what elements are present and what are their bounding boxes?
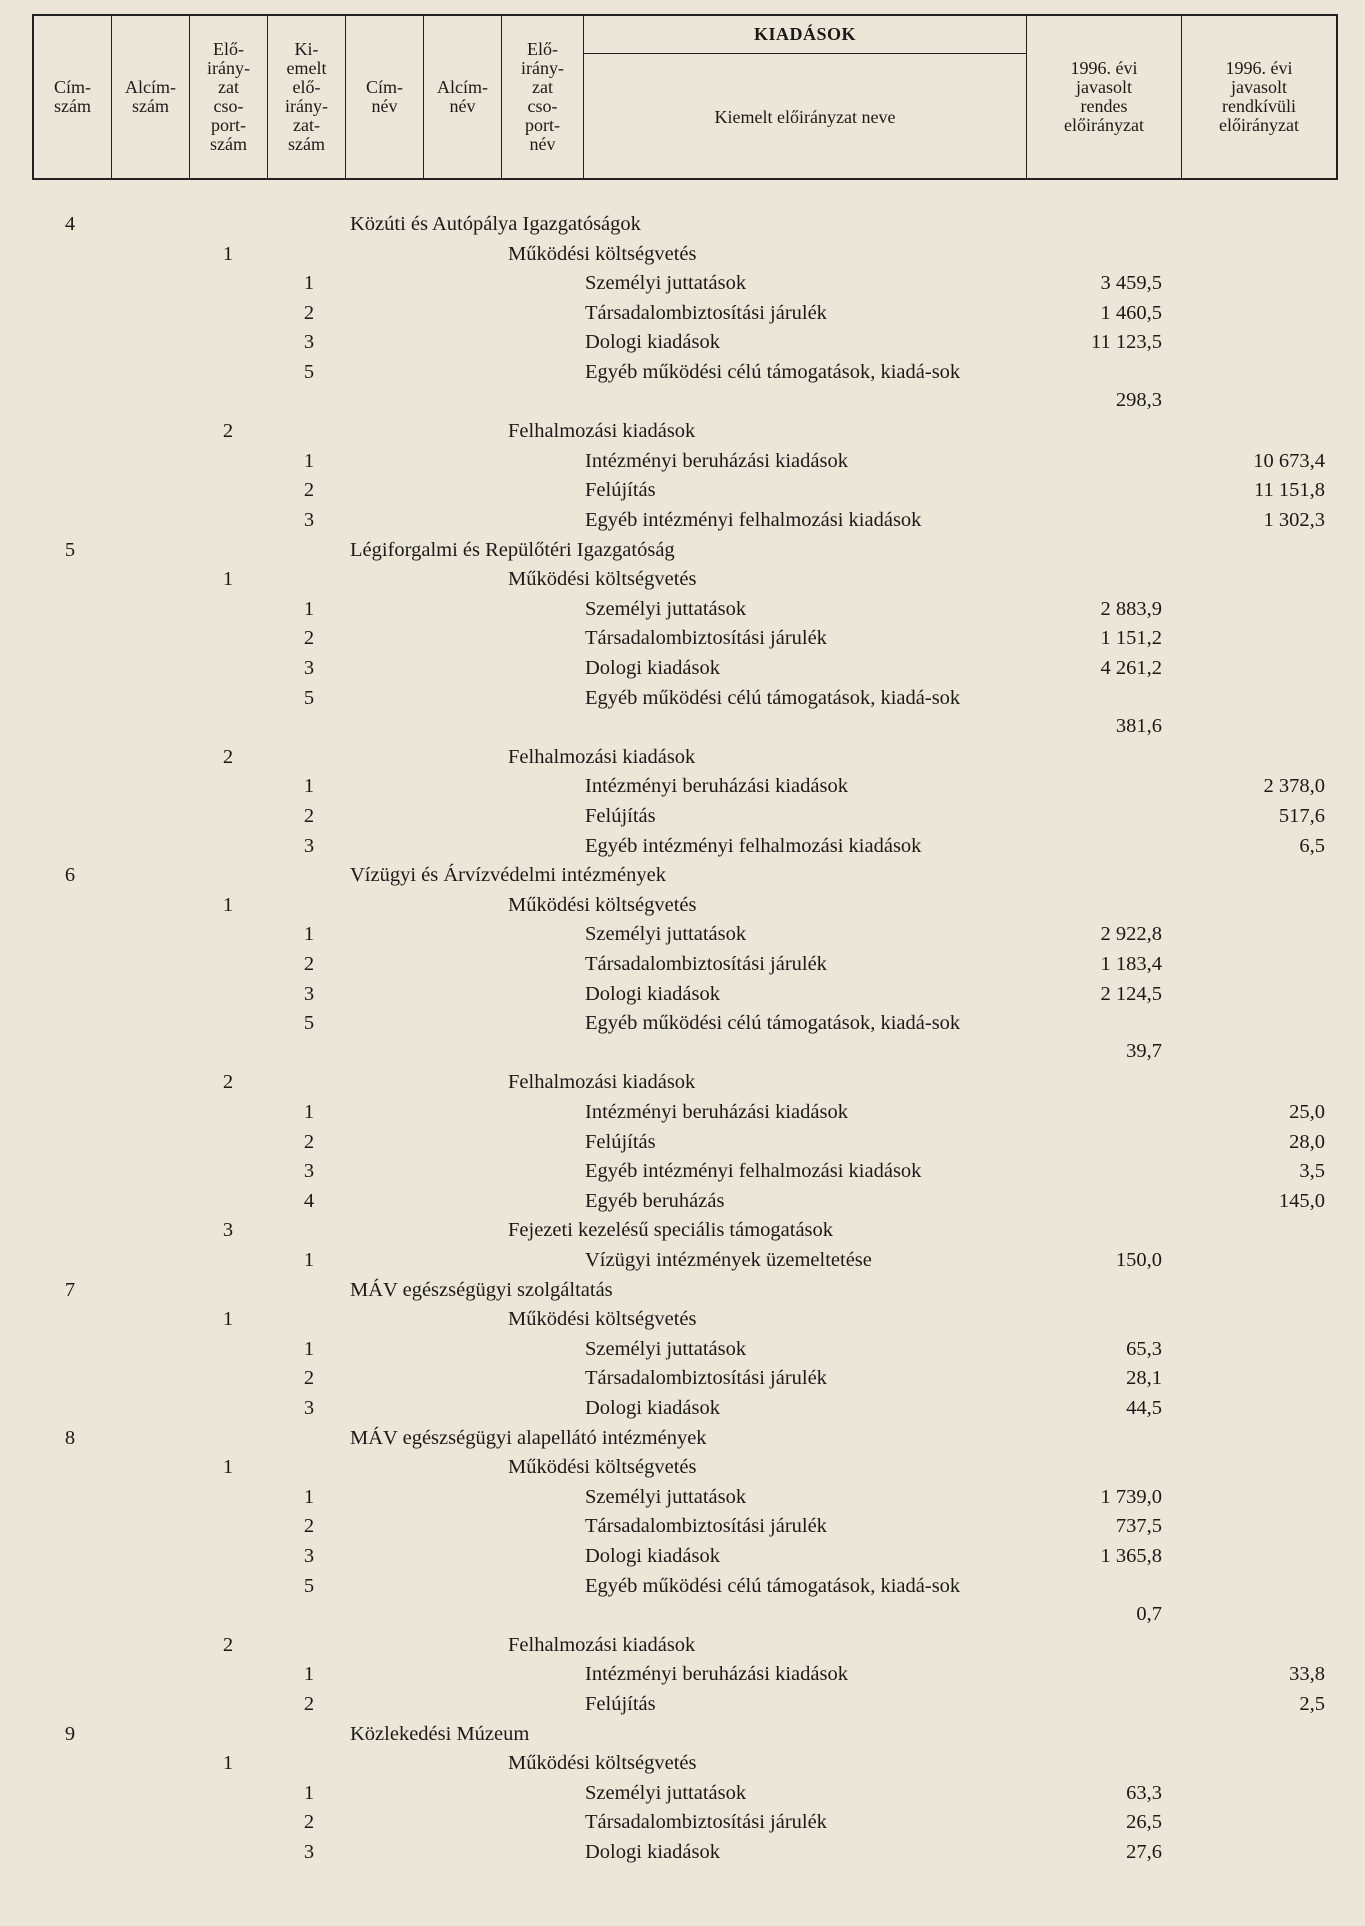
rendes-value: 1 365,8 — [1100, 1545, 1162, 1567]
rendkivuli-value: 517,6 — [1278, 805, 1325, 827]
header-line: zat- — [293, 115, 320, 135]
header-rendes-eloiranyzat — [1026, 16, 1182, 178]
row-number: 3 — [303, 1841, 315, 1863]
header-line: elő- — [292, 77, 321, 97]
row-name: Társadalombiztosítási járulék — [585, 1811, 827, 1834]
rendes-value: 27,6 — [1126, 1841, 1162, 1863]
rendkivuli-value: 1 302,3 — [1263, 509, 1325, 531]
rendkivuli-value: 10 673,4 — [1253, 449, 1325, 472]
row-name: Személyi juttatások — [585, 272, 747, 295]
row-number: 1 — [222, 568, 234, 591]
rendes-value: 44,5 — [1126, 1397, 1162, 1419]
rendes-value: 0,7 — [1136, 1602, 1162, 1625]
row-number: 3 — [303, 657, 315, 679]
row-number: 2 — [303, 627, 315, 650]
header-eloiranyzat-csoportnev — [502, 16, 584, 178]
row-name: Egyéb beruházás — [585, 1189, 725, 1212]
header-line: 1996. évi — [1225, 58, 1293, 78]
row-number: 5 — [303, 1012, 315, 1035]
row-name: Felújítás — [585, 1130, 656, 1153]
row-number: 8 — [64, 1426, 76, 1449]
row-name: Egyéb működési célú támogatások, kiadá-sok — [585, 1012, 961, 1035]
row-number: 1 — [222, 1456, 234, 1479]
rendes-value: 28,1 — [1126, 1367, 1162, 1390]
header-line: név — [529, 134, 556, 154]
row-name: Fejezeti kezelésű speciális támogatások — [508, 1219, 834, 1242]
rendes-value: 737,5 — [1115, 1515, 1162, 1538]
row-number: 2 — [303, 1515, 315, 1538]
row-name: Személyi juttatások — [585, 1337, 747, 1360]
row-number: 1 — [303, 1101, 315, 1123]
rendkivuli-value: 33,8 — [1289, 1663, 1325, 1686]
row-name: Működési költségvetés — [508, 893, 697, 916]
row-number: 3 — [303, 834, 315, 857]
row-number: 2 — [222, 420, 234, 443]
header-line: irány- — [207, 58, 250, 78]
row-number: 1 — [303, 449, 315, 472]
row-name: Működési költségvetés — [508, 1308, 697, 1331]
header-alcimnev — [424, 16, 502, 178]
row-number: 1 — [303, 775, 315, 798]
row-name: Felújítás — [585, 1693, 656, 1715]
rendes-value: 2 124,5 — [1100, 982, 1162, 1005]
row-name: Intézményi beruházási kiadások — [585, 449, 848, 472]
row-number: 4 — [64, 213, 76, 235]
row-name: Közlekedési Múzeum — [350, 1722, 530, 1745]
header-line: zat — [218, 77, 239, 97]
rendes-value: 1 460,5 — [1100, 301, 1162, 324]
row-name: Működési költségvetés — [508, 1752, 697, 1775]
row-name: Dologi kiadások — [585, 657, 720, 679]
row-name: Felhalmozási kiadások — [508, 1071, 696, 1094]
rendes-value: 1 151,2 — [1100, 627, 1162, 650]
header-line: szám — [132, 96, 169, 116]
row-number: 2 — [303, 301, 315, 324]
header-line: szám — [210, 134, 247, 154]
header-line: rendkívüli — [1222, 96, 1296, 116]
rendes-value: 11 123,5 — [1091, 331, 1162, 354]
rendes-value: 63,3 — [1126, 1781, 1162, 1804]
row-number: 3 — [303, 509, 315, 531]
rendkivuli-value: 25,0 — [1289, 1101, 1325, 1123]
rendkivuli-value: 145,0 — [1278, 1189, 1325, 1212]
header-line: Cím- — [365, 77, 403, 97]
rendkivuli-value: 6,5 — [1299, 834, 1325, 857]
header-line: Elő- — [527, 39, 558, 59]
row-name: Vízügyi és Árvízvédelmi intézmények — [350, 864, 666, 887]
row-name: Felhalmozási kiadások — [508, 420, 696, 443]
header-cimnev — [346, 16, 424, 178]
row-number: 1 — [303, 1249, 315, 1271]
row-number: 3 — [303, 331, 315, 354]
row-name: MÁV egészségügyi szolgáltatás — [350, 1278, 613, 1301]
rendkivuli-value: 28,0 — [1289, 1130, 1325, 1153]
row-name: Társadalombiztosítási járulék — [585, 627, 827, 650]
header-line: 1996. évi — [1070, 58, 1138, 78]
row-number: 1 — [303, 1781, 315, 1804]
header-line: irány- — [521, 58, 564, 78]
row-number: 5 — [303, 686, 315, 709]
rendes-value: 1 739,0 — [1100, 1485, 1162, 1508]
rendkivuli-value: 11 151,8 — [1254, 479, 1325, 502]
header-line: rendes — [1080, 96, 1128, 116]
row-number: 2 — [222, 1071, 234, 1094]
row-number: 3 — [303, 982, 315, 1005]
rendkivuli-value: 2,5 — [1299, 1693, 1325, 1715]
row-name: Felújítás — [585, 479, 656, 502]
row-number: 2 — [303, 1811, 315, 1834]
row-number: 3 — [222, 1219, 234, 1242]
row-name: Intézményi beruházási kiadások — [585, 1663, 848, 1686]
header-line: előirányzat — [1219, 115, 1299, 135]
row-name: Dologi kiadások — [585, 331, 720, 354]
row-name: Felhalmozási kiadások — [508, 745, 696, 768]
rendes-value: 65,3 — [1126, 1337, 1162, 1360]
header-line: Cím- — [53, 77, 91, 97]
row-name: Közúti és Autópálya Igazgatóságok — [350, 213, 641, 235]
row-name: Működési költségvetés — [508, 1456, 697, 1479]
rendes-value: 381,6 — [1115, 714, 1162, 737]
header-line: port- — [525, 115, 560, 135]
header-line: cso- — [213, 96, 244, 116]
row-name: Társadalombiztosítási járulék — [585, 953, 827, 975]
row-name: Felhalmozási kiadások — [508, 1633, 696, 1656]
row-number: 1 — [222, 1308, 234, 1331]
header-line: Elő- — [213, 39, 244, 59]
rendes-value: 39,7 — [1126, 1040, 1162, 1063]
row-number: 4 — [303, 1189, 315, 1212]
header-line: emelt — [286, 58, 327, 78]
row-name: Személyi juttatások — [585, 923, 747, 946]
row-number: 2 — [303, 1367, 315, 1390]
header-line: szám — [54, 96, 91, 116]
header-line: szám — [288, 134, 325, 154]
row-number: 2 — [222, 1633, 234, 1656]
row-name: Dologi kiadások — [585, 1397, 720, 1419]
row-number: 1 — [303, 1485, 315, 1508]
row-number: 2 — [303, 479, 315, 502]
header-line: zat — [532, 77, 553, 97]
row-number: 5 — [303, 361, 315, 383]
row-name: MÁV egészségügyi alapellátó intézmények — [350, 1426, 707, 1449]
row-number: 2 — [303, 1693, 315, 1715]
header-kiemelt-eloiranyzat-neve: Kiemelt előirányzat neve — [714, 106, 896, 127]
row-number: 5 — [303, 1574, 315, 1597]
row-number: 1 — [222, 1752, 234, 1775]
rendkivuli-value: 3,5 — [1299, 1160, 1325, 1183]
header-line: név — [449, 96, 476, 116]
row-number: 3 — [303, 1397, 315, 1419]
row-name: Személyi juttatások — [585, 1781, 747, 1804]
row-name: Működési költségvetés — [508, 568, 697, 591]
row-number: 7 — [64, 1278, 76, 1301]
row-name: Egyéb működési célú támogatások, kiadá-sok — [585, 1574, 961, 1597]
row-name: Működési költségvetés — [508, 242, 697, 265]
header-kiemelt-eloiranyzat-szam — [268, 16, 346, 178]
header-line: Alcím- — [125, 77, 176, 97]
row-name: Intézményi beruházási kiadások — [585, 1101, 848, 1123]
row-number: 3 — [303, 1545, 315, 1567]
rendes-value: 3 459,5 — [1100, 272, 1162, 295]
row-number: 6 — [64, 864, 76, 887]
header-line: név — [371, 96, 398, 116]
row-number: 9 — [64, 1722, 76, 1745]
row-name: Társadalombiztosítási járulék — [585, 1367, 827, 1390]
row-name: Felújítás — [585, 805, 656, 827]
row-name: Személyi juttatások — [585, 597, 747, 620]
header-cimszam — [34, 16, 112, 178]
header-rendkivuli-eloiranyzat — [1182, 16, 1336, 178]
row-number: 2 — [222, 745, 234, 768]
row-name: Dologi kiadások — [585, 982, 720, 1005]
header-line: port- — [211, 115, 246, 135]
header-line: Alcím- — [437, 77, 488, 97]
rendes-value: 2 883,9 — [1100, 597, 1162, 620]
row-name: Vízügyi intézmények üzemeltetése — [585, 1249, 872, 1271]
rendes-value: 26,5 — [1126, 1811, 1162, 1834]
row-number: 3 — [303, 1160, 315, 1183]
header-line: Ki- — [294, 39, 319, 59]
header-line: javasolt — [1231, 77, 1287, 97]
row-name: Intézményi beruházási kiadások — [585, 775, 848, 798]
row-name: Légiforgalmi és Repülőtéri Igazgatóság — [350, 538, 675, 561]
row-number: 1 — [303, 923, 315, 946]
row-name: Egyéb intézményi felhalmozási kiadások — [585, 509, 922, 531]
row-number: 1 — [303, 1663, 315, 1686]
row-number: 1 — [222, 242, 234, 265]
rendes-value: 298,3 — [1115, 389, 1162, 411]
row-number: 1 — [303, 597, 315, 620]
row-number: 2 — [303, 953, 315, 975]
rendes-value: 1 183,4 — [1100, 953, 1162, 975]
row-name: Személyi juttatások — [585, 1485, 747, 1508]
row-number: 1 — [303, 272, 315, 295]
header-eloiranyzat-csoportszam — [190, 16, 268, 178]
rendes-value: 2 922,8 — [1100, 923, 1162, 946]
table-header — [32, 14, 1338, 180]
row-name: Egyéb működési célú támogatások, kiadá-sok — [585, 361, 961, 383]
header-alcimszam — [112, 16, 190, 178]
row-name: Dologi kiadások — [585, 1841, 720, 1863]
rendes-value: 4 261,2 — [1100, 657, 1162, 679]
row-number: 2 — [303, 1130, 315, 1153]
row-number: 5 — [64, 538, 76, 561]
row-name: Egyéb működési célú támogatások, kiadá-sok — [585, 686, 961, 709]
row-name: Dologi kiadások — [585, 1545, 720, 1567]
row-name: Társadalombiztosítási járulék — [585, 301, 827, 324]
row-name: Egyéb intézményi felhalmozási kiadások — [585, 1160, 922, 1183]
header-line: irány- — [285, 96, 328, 116]
header-line: előirányzat — [1064, 115, 1144, 135]
header-kiadasok: KIADÁSOK — [584, 16, 1026, 54]
row-number: 1 — [303, 1337, 315, 1360]
row-name: Egyéb intézményi felhalmozási kiadások — [585, 834, 922, 857]
row-number: 1 — [222, 893, 234, 916]
rendkivuli-value: 2 378,0 — [1263, 775, 1325, 798]
row-name: Társadalombiztosítási járulék — [585, 1515, 827, 1538]
header-line: javasolt — [1076, 77, 1132, 97]
header-line: cso- — [527, 96, 558, 116]
row-number: 2 — [303, 805, 315, 827]
rendes-value: 150,0 — [1115, 1249, 1162, 1271]
